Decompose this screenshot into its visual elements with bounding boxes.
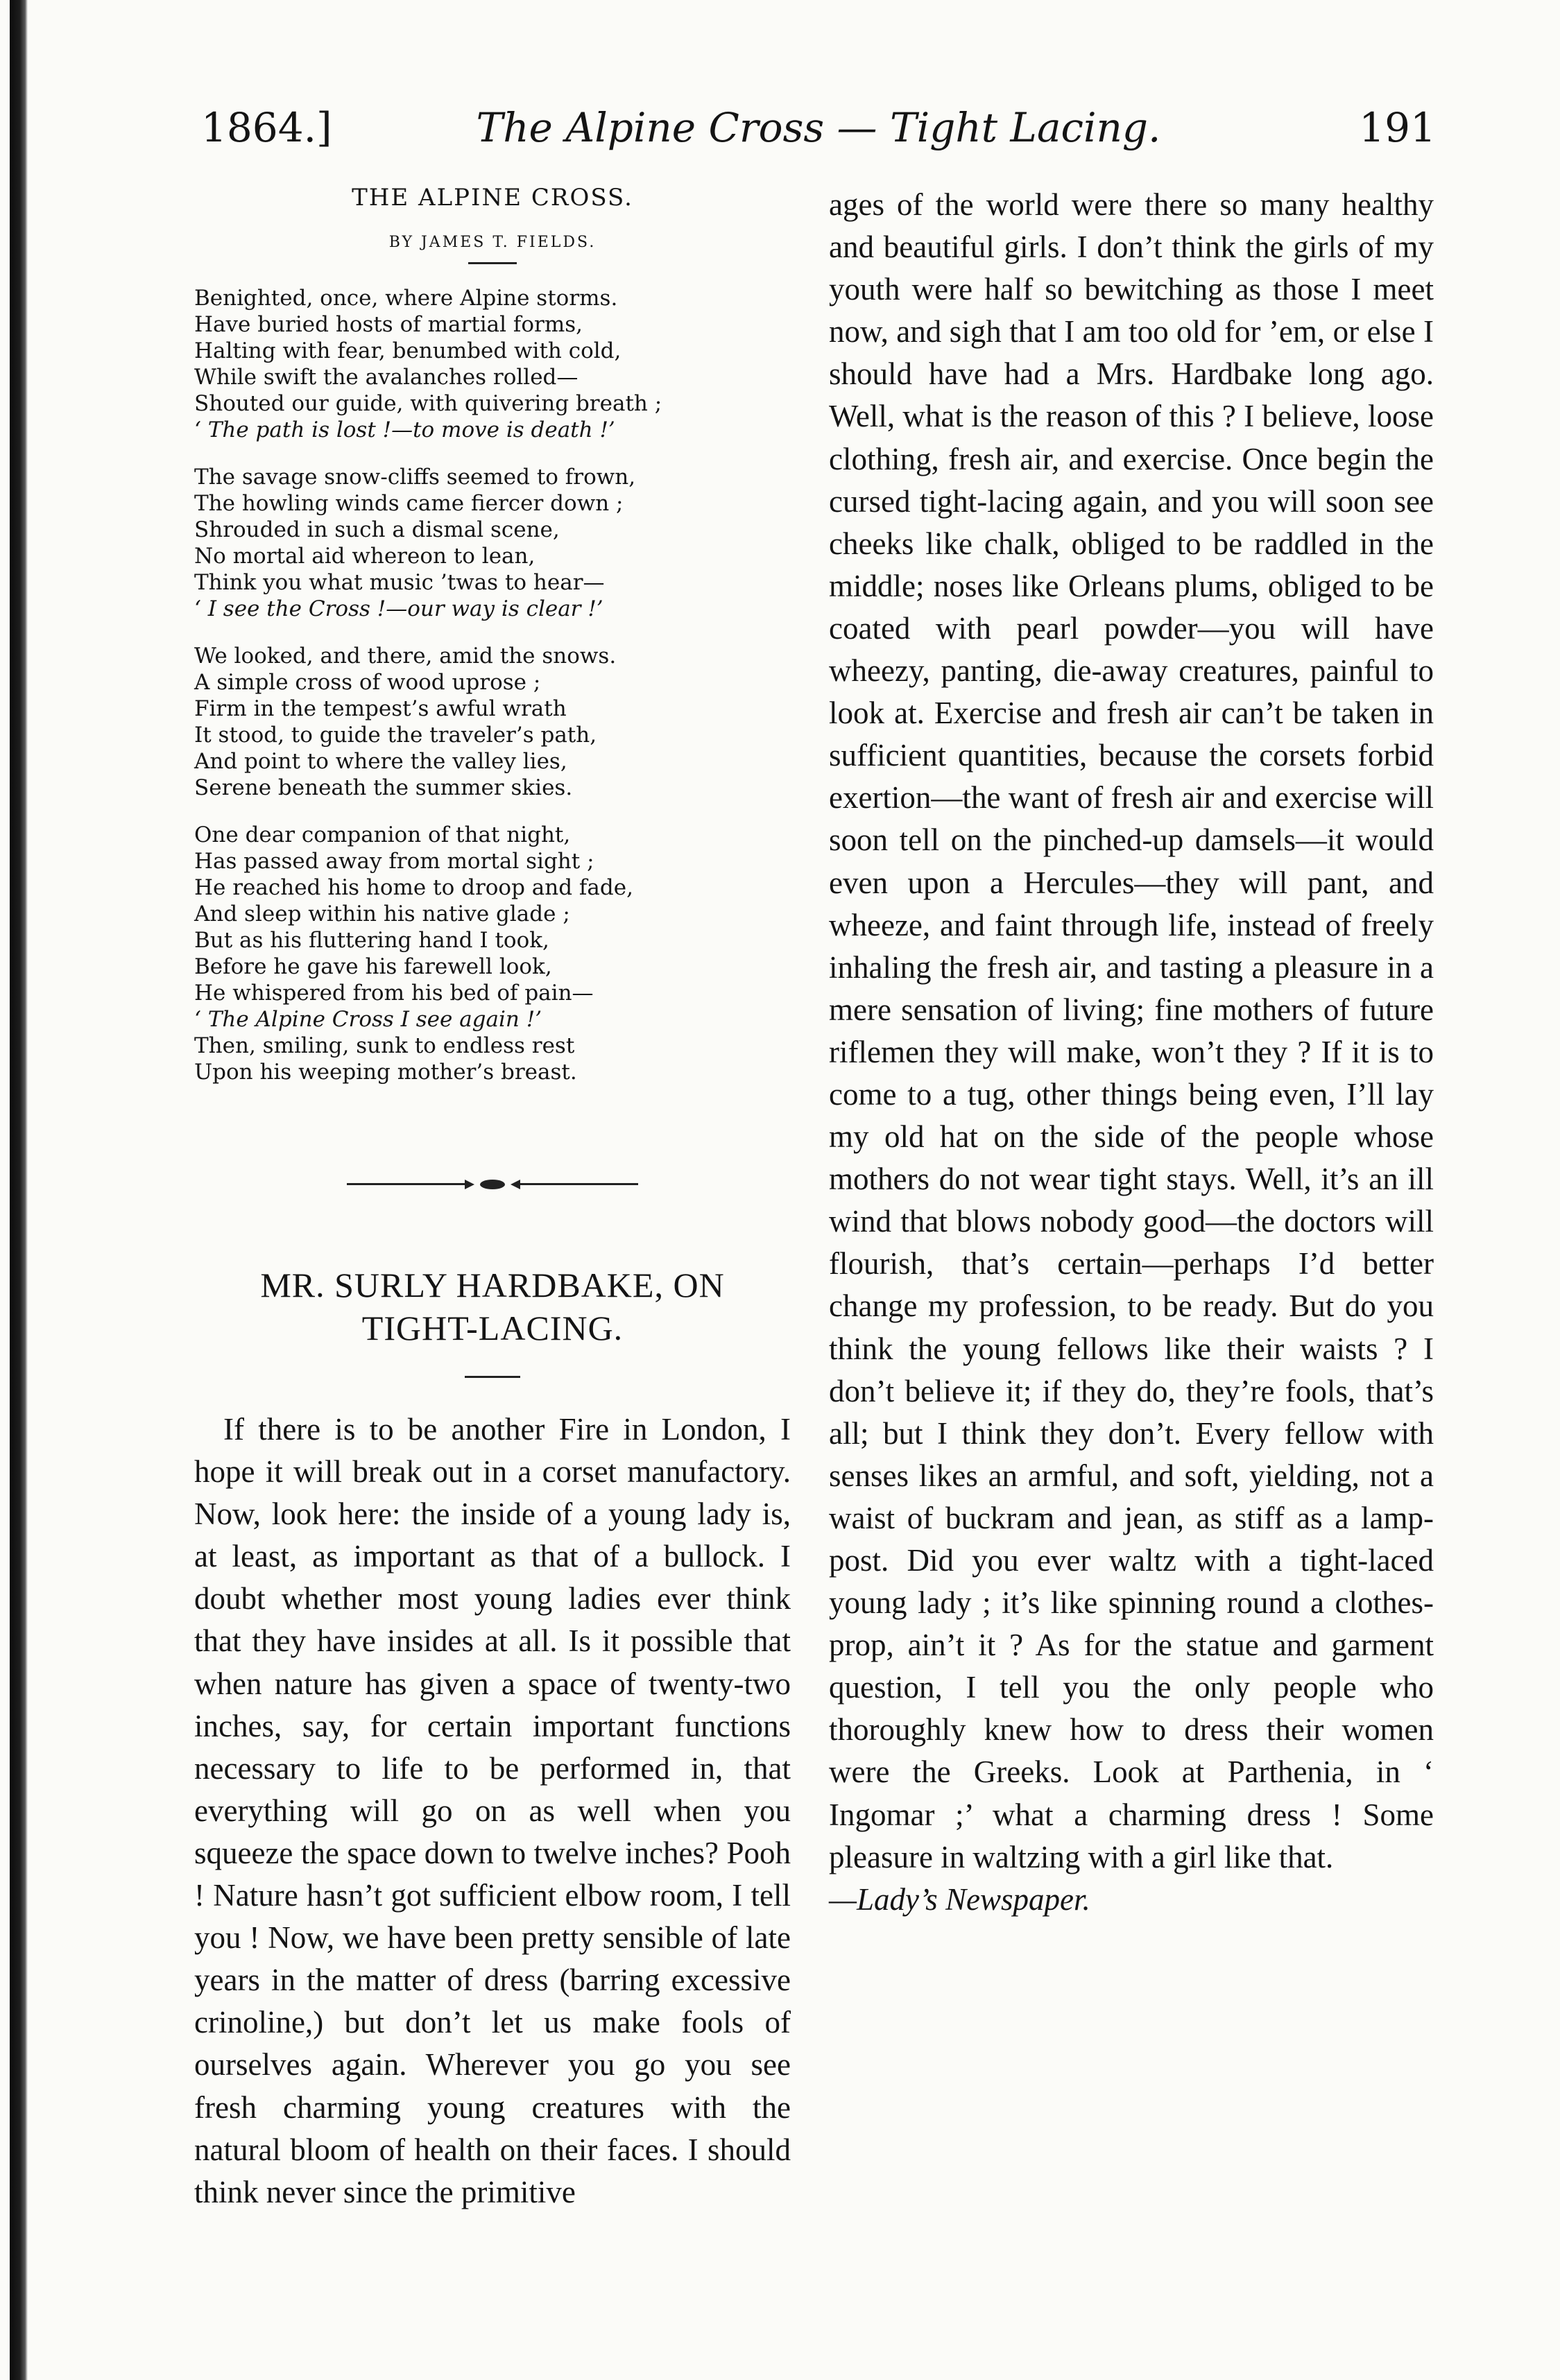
poem-line: And point to where the valley lies, <box>194 749 567 774</box>
article-title-line: MR. SURLY HARDBAKE, ON <box>260 1266 725 1304</box>
poem-line: Think you what music ’twas to hear— <box>194 570 605 595</box>
article-divider <box>465 1376 520 1378</box>
poem-line: We looked, and there, amid the snows. <box>194 644 617 669</box>
article-title <box>194 1264 791 1349</box>
poem-line: Shrouded in such a dismal scene, <box>194 517 560 542</box>
poem-stanza <box>194 643 791 801</box>
left-column <box>194 184 791 2214</box>
poem-line: Then, smiling, sunk to endless rest <box>194 1033 575 1058</box>
page-number: 191 <box>1359 104 1436 151</box>
poem-line: ‘ I see the Cross !—our way is clear !’ <box>194 596 603 621</box>
article-body-left: If there is to be another Fire in London, I hope it will break out in a corset manufactory. Now, look here: the inside of a young lady is, at least, as important as that of a bullock. I doubt whether most young ladies ever think that they have insides at all. Is it possible that when nature has given a space of twenty-two inches, say, for certain important functions necessary to life to be performed in, that everything will go on as well when you squeeze the space down to twelve inches? Pooh ! Nature hasn’t got sufficient elbow room, I tell you ! Now, we have been pretty sensible of late years in the matter of dress (barring excessive crinoline,) but don’t let us make fools of ourselves again. Wherever you go you see fresh charming young creatures with the natural bloom of health on their faces. I should think never since the primitive <box>194 1412 791 2209</box>
poem-line: One dear companion of that night, <box>194 822 571 847</box>
running-head <box>201 104 1436 166</box>
poem-line: Has passed away from mortal sight ; <box>194 849 594 874</box>
poem-line: But as his fluttering hand I took, <box>194 928 549 953</box>
poem-stanza <box>194 464 791 622</box>
article-source: —Lady’s Newspaper. <box>829 1881 1090 1917</box>
poem-line: Firm in the tempest’s awful wrath <box>194 696 567 721</box>
poem-stanza <box>194 822 791 1085</box>
poem-byline: BY JAMES T. FIELDS. <box>388 234 597 251</box>
poem-line: While swift the avalanches rolled— <box>194 365 578 390</box>
poem-title: THE ALPINE CROSS. <box>352 184 633 212</box>
poem-line: It stood, to guide the traveler’s path, <box>194 723 597 748</box>
poem-line: No mortal aid whereon to lean, <box>194 544 535 569</box>
poem-divider <box>468 262 517 264</box>
running-head-year: 1864.] <box>201 104 332 151</box>
poem-line: And sleep within his native glade ; <box>194 902 570 926</box>
article-body-right <box>829 184 1434 1921</box>
poem-line: ‘ The path is lost !—to move is death !’ <box>194 417 615 442</box>
poem-line: He reached his home to droop and fade, <box>194 875 633 900</box>
right-column <box>829 184 1434 1921</box>
poem-line: A simple cross of wood uprose ; <box>194 670 541 695</box>
poem-line: Serene beneath the summer skies. <box>194 775 573 800</box>
page-binding-shadow <box>10 0 28 2380</box>
poem-line: He whispered from his bed of pain— <box>194 981 594 1006</box>
poem-line: Halting with fear, benumbed with cold, <box>194 338 622 363</box>
poem-line: The savage snow-cliffs seemed to frown, <box>194 465 636 490</box>
running-head-title: The Alpine Cross — Tight Lacing. <box>476 104 1161 151</box>
poem-line: Shouted our guide, with quivering breath ; <box>194 391 662 416</box>
poem-line: Before he gave his farewell look, <box>194 954 552 979</box>
article-title-line: TIGHT-LACING. <box>361 1309 624 1347</box>
poem-line: Have buried hosts of martial forms, <box>194 312 583 337</box>
poem-stanza <box>194 285 791 443</box>
section-ornament <box>194 1171 791 1194</box>
poem-line: ‘ The Alpine Cross I see again !’ <box>194 1007 542 1032</box>
poem-line: Upon his weeping mother’s breast. <box>194 1060 577 1085</box>
poem-line: Benighted, once, where Alpine storms. <box>194 286 618 311</box>
poem-line: The howling winds came fiercer down ; <box>194 491 624 516</box>
article-body-right-text: ages of the world were there so many healthy and beautiful girls. I don’t think the girls of my youth were half so bewitching as those I meet now, and sigh that I am too old for ’em, or else I should have had a Mrs. Hardbake long ago. Well, what is the reason of this ? I believe, loose clothing, fresh air, and exercise. Once begin the cursed tight-lacing again, and you will soon see cheeks like chalk, obliged to be raddled in the middle; noses like Orleans plums, obliged to be coated with pearl powder—you will have wheezy, panting, die-away creatures, painful to look at. Exercise and fresh air can’t be taken in sufficient quantities, because the corsets forbid exertion—the want of fresh air and exercise will soon tell on the pinched-up damsels—it would even upon a Hercules—they will pant, and wheeze, and faint through life, instead of freely inhaling the fresh air, and tasting a pleasure in a mere sensation of living; fine mothers of future riflemen they will make, won’t they ? If it is to come to a tug, other things being even, I’ll lay my old hat on the side of the people whose mothers do not wear tight stays. Well, it’s an ill wind that blows nobody good—the doctors will flourish, that’s certain—perhaps I’d better change my profession, to be ready. But do you think the young fellows like their waists ? I don’t believe it; if they do, they’re fools, that’s all; but I think they don’t. Every fellow with senses likes an armful, and soft, yielding, not a waist of buckram and jean, as stiff as a lamp-post. Did you ever waltz with a tight-laced young lady ; it’s like spinning round a clothes-prop, ain’t it ? As for the statue and garment question, I tell you the only people who thoroughly knew how to dress their women were the Greeks. Look at Parthenia, in ‘ Ingomar ;’ what a charming dress ! Some pleasure in waltzing with a girl like that. <box>829 187 1434 1874</box>
